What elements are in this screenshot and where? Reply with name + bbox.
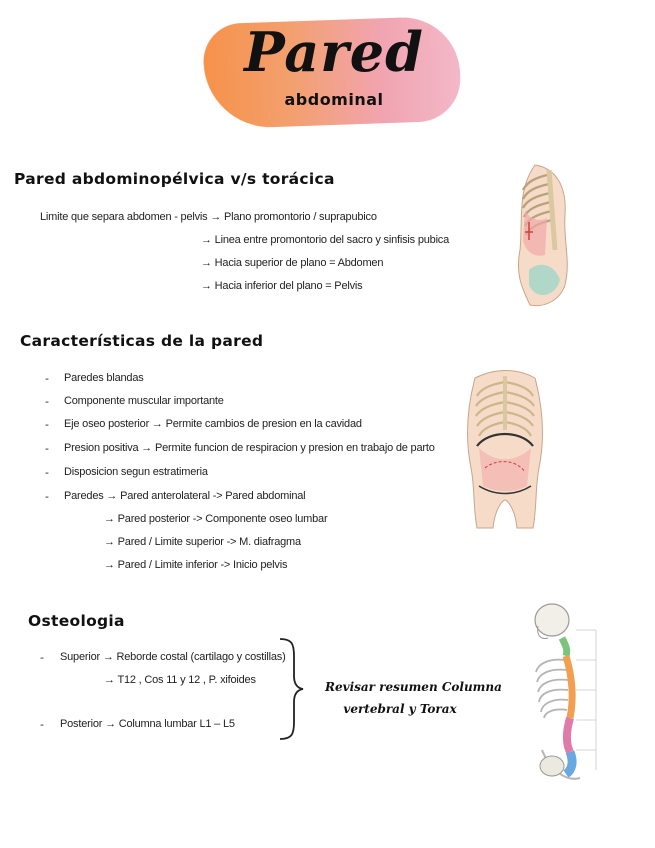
torso-front-illustration <box>455 368 555 530</box>
note-line: Revisar resumen Columna <box>325 680 502 694</box>
section-heading-pared: Pared abdominopélvica v/s torácica <box>14 170 335 188</box>
curly-brace <box>276 636 306 742</box>
text-subline: → Pared posterior -> Componente oseo lumbar <box>104 513 328 525</box>
skeleton-spine-illustration <box>522 600 600 786</box>
bullet-dash: - <box>40 718 44 731</box>
page-subtitle: abdominal <box>284 90 384 109</box>
text-line: → Hacia inferior del plano = Pelvis <box>201 280 363 292</box>
text-subline: → T12 , Cos 11 y 12 , P. xifoides <box>104 674 256 686</box>
section-heading-caracteristicas: Características de la pared <box>20 332 264 350</box>
list-item: Superior → Reborde costal (cartilago y costillas) <box>60 651 286 663</box>
list-item: Eje oseo posterior → Permite cambios de presion en la cavidad <box>64 418 362 430</box>
text-line: → Hacia superior de plano = Abdomen <box>201 257 384 269</box>
text-line: → Linea entre promontorio del sacro y sinfisis pubica <box>201 234 450 246</box>
bullet-dash: - <box>40 651 44 664</box>
list-item: Presion positiva → Permite funcion de respiracion y presion en trabajo de parto <box>64 442 435 454</box>
bullet-dash: - <box>45 466 49 479</box>
section-heading-osteologia: Osteologia <box>28 612 125 630</box>
list-item: Posterior → Columna lumbar L1 – L5 <box>60 718 235 730</box>
page-title: Pared <box>244 20 424 84</box>
bullet-dash: - <box>45 372 49 385</box>
list-item: Paredes → Pared anterolateral -> Pared abdominal <box>64 490 306 502</box>
bullet-dash: - <box>45 418 49 431</box>
bullet-dash: - <box>45 395 49 408</box>
list-item: Disposicion segun estratimeria <box>64 466 208 478</box>
text-line: Limite que separa abdomen - pelvis → Plano promontorio / suprapubico <box>40 211 377 223</box>
torso-side-illustration <box>505 160 585 310</box>
review-note <box>325 676 502 720</box>
list-item: Componente muscular importante <box>64 395 224 407</box>
text-subline: → Pared / Limite inferior -> Inicio pelvis <box>104 559 288 571</box>
note-line: vertebral y Torax <box>343 702 457 716</box>
text-subline: → Pared / Limite superior -> M. diafragma <box>104 536 301 548</box>
list-item: Paredes blandas <box>64 372 144 384</box>
bullet-dash: - <box>45 490 49 503</box>
bullet-dash: - <box>45 442 49 455</box>
